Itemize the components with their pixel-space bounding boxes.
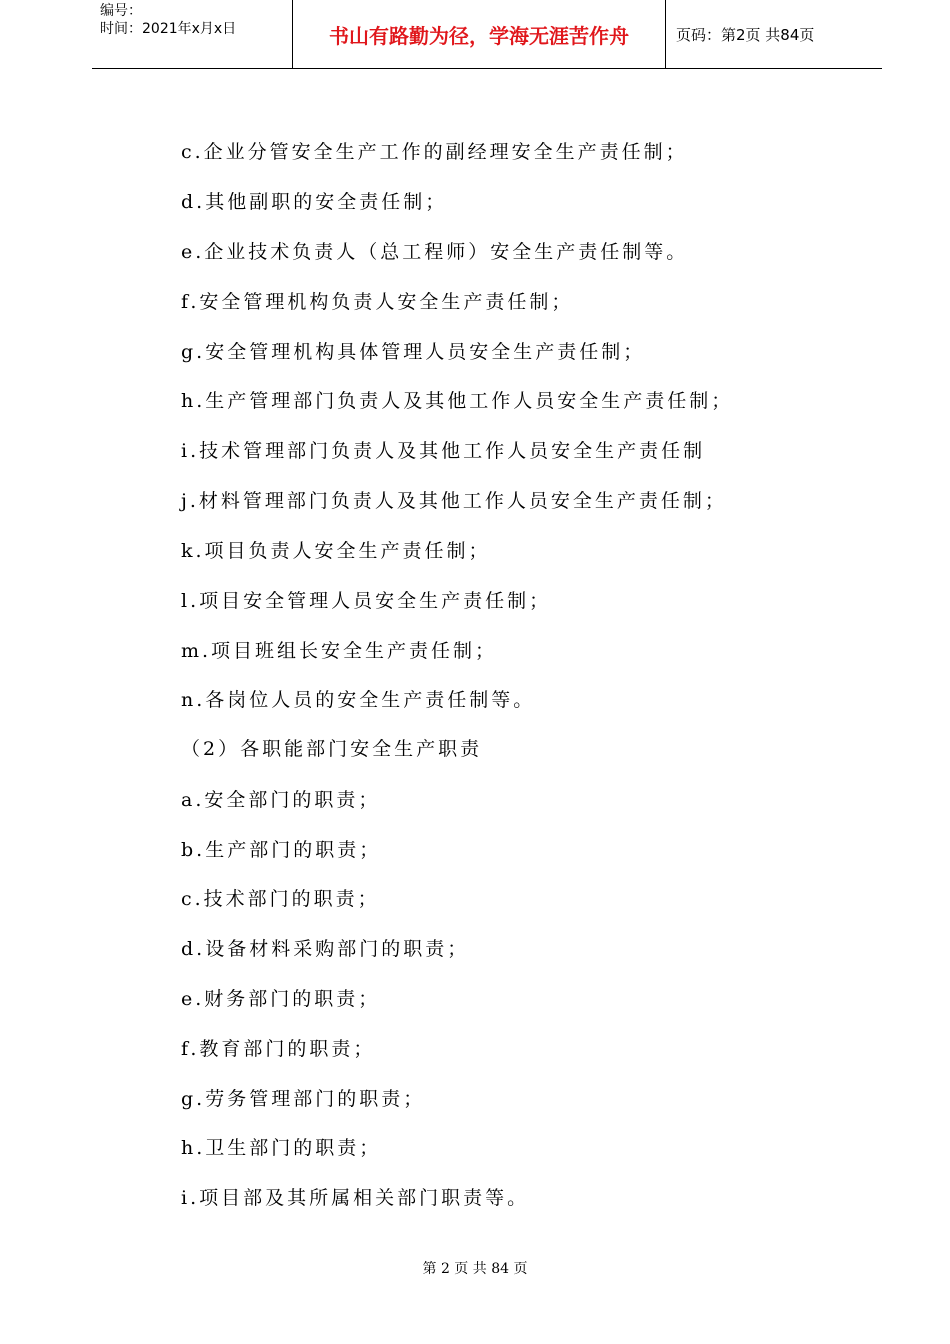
body-line: f.教育部门的职责；: [181, 1038, 376, 1060]
body-line: h.生产管理部门负责人及其他工作人员安全生产责任制；: [181, 390, 734, 412]
body-line: f.安全管理机构负责人安全生产责任制；: [181, 291, 574, 313]
body-line: b.生产部门的职责；: [181, 839, 382, 861]
body-line: g.安全管理机构具体管理人员安全生产责任制；: [181, 341, 646, 363]
body-line: l.项目安全管理人员安全生产责任制；: [181, 590, 552, 612]
header-motto: 书山有路勤为径，学海无涯苦作舟: [329, 23, 629, 48]
body-line: h.卫生部门的职责；: [181, 1137, 382, 1159]
page-footer: 第 2 页 共 84 页: [422, 1261, 528, 1277]
body-line: m.项目班组长安全生产责任制；: [181, 640, 498, 662]
body-line: c.企业分管安全生产工作的副经理安全生产责任制；: [181, 141, 688, 163]
section-heading: （2）各职能部门安全生产职责: [181, 738, 483, 760]
body-line: g.劳务管理部门的职责；: [181, 1088, 426, 1110]
body-line: k.项目负责人安全生产责任制；: [181, 540, 491, 562]
body-line: c.技术部门的职责；: [181, 888, 380, 910]
body-line: i.技术管理部门负责人及其他工作人员安全生产责任制: [181, 440, 706, 462]
code-label: 编号：: [100, 3, 142, 19]
body-line: i.项目部及其所属相关部门职责等。: [181, 1187, 530, 1209]
header-motto-box: [292, 0, 666, 68]
body-line: d.设备材料采购部门的职责；: [181, 938, 470, 960]
body-line: n.各岗位人员的安全生产责任制等。: [181, 689, 536, 711]
body-line: e.财务部门的职责；: [181, 988, 381, 1010]
header-page-info: 页码：第2页 共84页: [676, 26, 815, 44]
header-meta: [100, 2, 236, 38]
body-line: j.材料管理部门负责人及其他工作人员安全生产责任制；: [181, 490, 727, 512]
time-label: 时间：2021年x月x日: [100, 21, 237, 37]
body-line: e.企业技术负责人（总工程师）安全生产责任制等。: [181, 241, 689, 263]
body-line: a.安全部门的职责；: [181, 789, 381, 811]
page-header: [92, 0, 882, 69]
body-line: d.其他副职的安全责任制；: [181, 191, 448, 213]
